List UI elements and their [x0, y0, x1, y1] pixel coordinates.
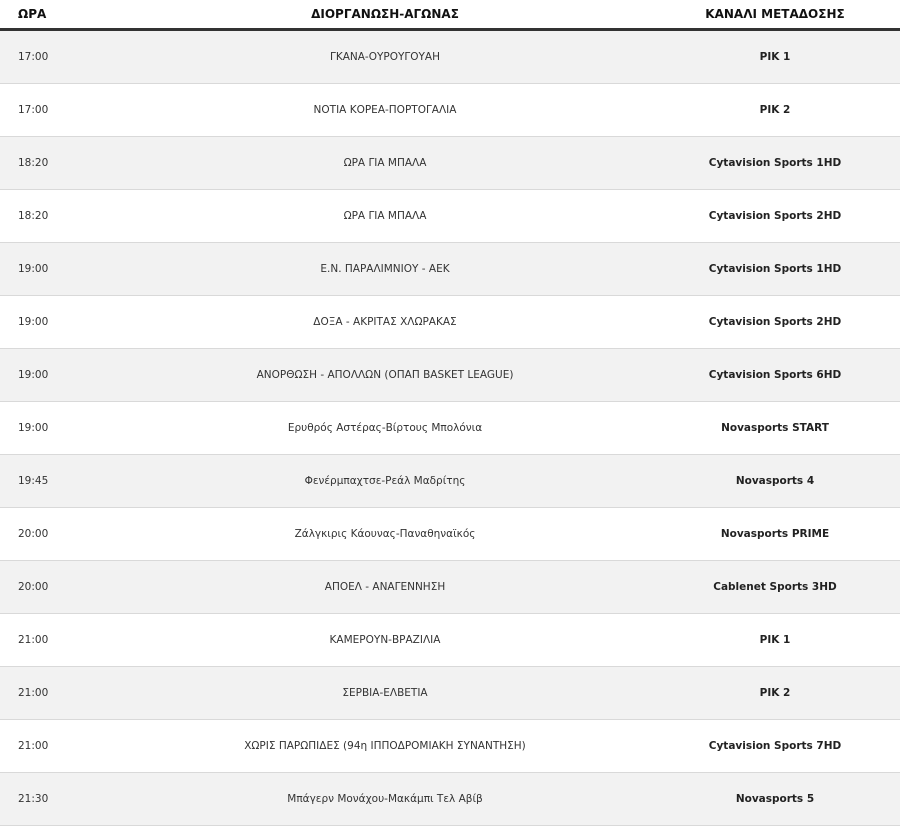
row-time: 19:00 [0, 243, 120, 296]
table-row [0, 455, 900, 508]
table-row [0, 30, 900, 84]
row-channel: Cytavision Sports 2HD [650, 190, 900, 243]
header-time: ΩΡΑ [0, 0, 120, 30]
row-event: ΩΡΑ ΓΙΑ ΜΠΑΛΑ [120, 137, 650, 190]
table-row [0, 614, 900, 667]
table-row [0, 402, 900, 455]
row-channel: Novasports PRIME [650, 508, 900, 561]
row-time: 17:00 [0, 84, 120, 137]
row-time: 21:00 [0, 720, 120, 773]
row-time: 19:00 [0, 349, 120, 402]
row-channel: Cytavision Sports 1HD [650, 137, 900, 190]
row-event: ΝΟΤΙΑ ΚΟΡΕΑ-ΠΟΡΤΟΓΑΛΙΑ [120, 84, 650, 137]
row-channel: Cytavision Sports 1HD [650, 243, 900, 296]
row-event: ΓΚΑΝΑ-ΟΥΡΟΥΓΟΥΑΗ [120, 30, 650, 84]
header-channel: ΚΑΝΑΛΙ ΜΕΤΑΔΟΣΗΣ [650, 0, 900, 30]
table-row [0, 349, 900, 402]
table-row [0, 84, 900, 137]
table-body [0, 30, 900, 826]
row-time: 19:00 [0, 402, 120, 455]
table-row [0, 190, 900, 243]
table-row [0, 667, 900, 720]
table-row [0, 296, 900, 349]
row-event: ΑΠΟΕΛ - ΑΝΑΓΕΝΝΗΣΗ [120, 561, 650, 614]
table-row [0, 561, 900, 614]
row-event: ΑΝΟΡΘΩΣΗ - ΑΠΟΛΛΩΝ (ΟΠΑΠ BASKET LEAGUE) [120, 349, 650, 402]
row-channel: ΡΙΚ 2 [650, 84, 900, 137]
header-event: ΔΙΟΡΓΑΝΩΣΗ-ΑΓΩΝΑΣ [120, 0, 650, 30]
row-channel: ΡΙΚ 1 [650, 614, 900, 667]
row-time: 19:45 [0, 455, 120, 508]
row-channel: Novasports 5 [650, 773, 900, 826]
row-channel: Cytavision Sports 6HD [650, 349, 900, 402]
row-time: 18:20 [0, 190, 120, 243]
row-time: 19:00 [0, 296, 120, 349]
row-time: 17:00 [0, 30, 120, 84]
row-event: ΣΕΡΒΙΑ-ΕΛΒΕΤΙΑ [120, 667, 650, 720]
row-channel: Cytavision Sports 2HD [650, 296, 900, 349]
table-header [0, 0, 900, 30]
row-time: 20:00 [0, 561, 120, 614]
table-row [0, 720, 900, 773]
row-event: Ε.Ν. ΠΑΡΑΛΙΜΝΙΟΥ - ΑΕΚ [120, 243, 650, 296]
header-row [0, 0, 900, 30]
row-channel: Cablenet Sports 3HD [650, 561, 900, 614]
table-row [0, 508, 900, 561]
row-event: Ζάλγκιρις Κάουνας-Παναθηναϊκός [120, 508, 650, 561]
row-time: 18:20 [0, 137, 120, 190]
row-event: ΚΑΜΕΡΟΥΝ-ΒΡΑΖΙΛΙΑ [120, 614, 650, 667]
row-time: 21:00 [0, 667, 120, 720]
table-row [0, 137, 900, 190]
row-time: 21:00 [0, 614, 120, 667]
table-row [0, 243, 900, 296]
row-time: 20:00 [0, 508, 120, 561]
row-event: ΔΟΞΑ - ΑΚΡΙΤΑΣ ΧΛΩΡΑΚΑΣ [120, 296, 650, 349]
row-channel: Cytavision Sports 7HD [650, 720, 900, 773]
table-row [0, 773, 900, 826]
row-time: 21:30 [0, 773, 120, 826]
row-channel: ΡΙΚ 2 [650, 667, 900, 720]
row-channel: Novasports START [650, 402, 900, 455]
row-event: ΩΡΑ ΓΙΑ ΜΠΑΛΑ [120, 190, 650, 243]
row-event: Φενέρμπαχτσε-Ρεάλ Μαδρίτης [120, 455, 650, 508]
row-channel: ΡΙΚ 1 [650, 30, 900, 84]
row-event: Μπάγερν Μονάχου-Μακάμπι Τελ Αβίβ [120, 773, 650, 826]
row-channel: Novasports 4 [650, 455, 900, 508]
row-event: Ερυθρός Αστέρας-Βίρτους Μπολόνια [120, 402, 650, 455]
row-event: ΧΩΡΙΣ ΠΑΡΩΠΙΔΕΣ (94η ΙΠΠΟΔΡΟΜΙΑΚΗ ΣΥΝΑΝΤΗΣΗ) [120, 720, 650, 773]
